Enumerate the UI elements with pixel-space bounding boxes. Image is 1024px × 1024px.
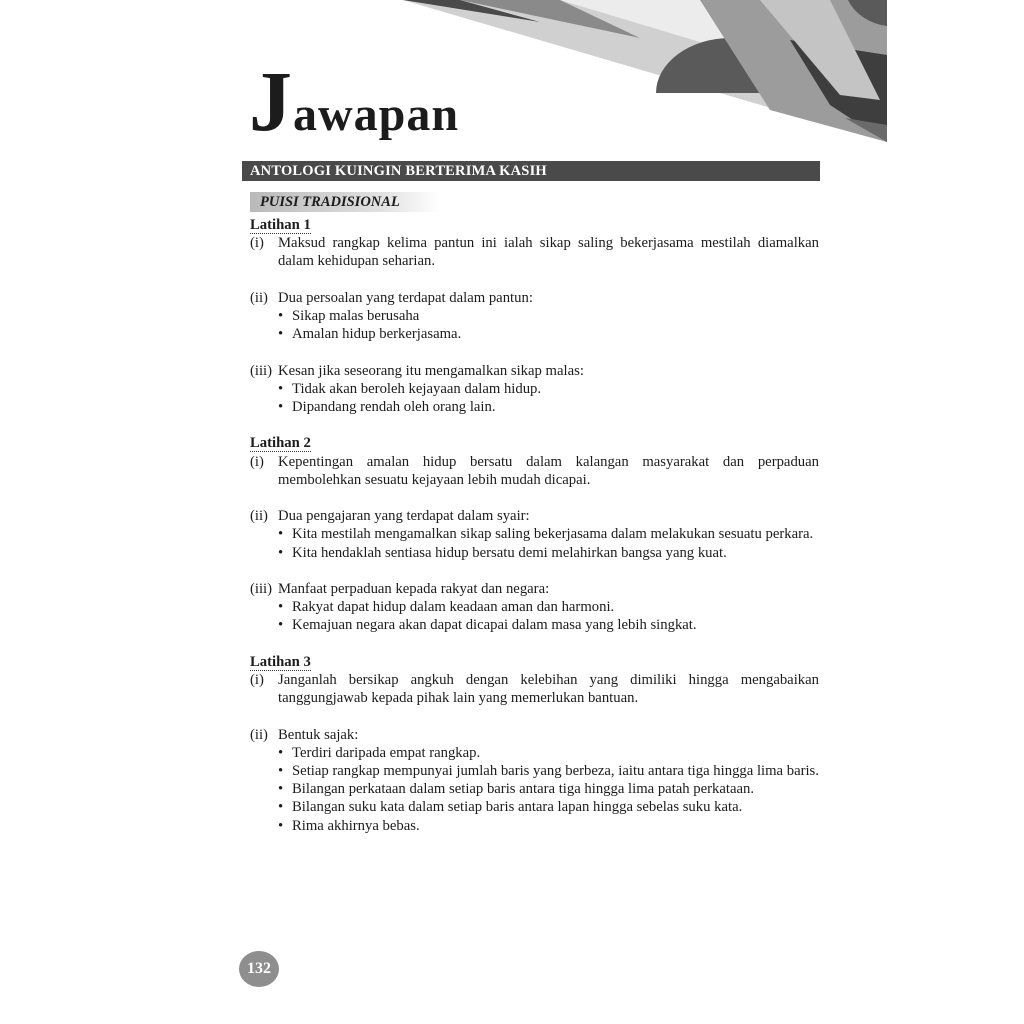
answer-item	[250, 726, 819, 744]
item-number: (i)	[250, 453, 264, 470]
item-text: Kepentingan amalan hidup bersatu dalam kalangan masyarakat dan perpaduan membolehkan sesuatu kejayaan lebih mudah dicapai.	[278, 453, 819, 488]
answer-item	[250, 453, 819, 489]
bullet-item: • Rakyat dapat hidup dalam keadaan aman dan harmoni.	[278, 599, 615, 616]
item-text: Bentuk sajak:	[278, 726, 359, 743]
latihan-1	[250, 216, 819, 416]
item-number: (ii)	[250, 726, 268, 743]
latihan-label: Latihan 1	[250, 217, 311, 233]
bullet-item: • Dipandang rendah oleh orang lain.	[278, 399, 496, 415]
bullet-list	[250, 525, 819, 561]
bullet-item: • Kita hendaklah sentiasa hidup bersatu demi melahirkan bangsa yang kuat.	[278, 544, 727, 561]
item-text: Manfaat perpaduan kepada rakyat dan negara:	[278, 580, 550, 597]
bullet-item: • Tidak akan beroleh kejayaan dalam hidup.	[278, 380, 542, 397]
item-number: (ii)	[250, 508, 268, 525]
latihan-label: Latihan 2	[250, 435, 311, 452]
latihan-2	[250, 434, 819, 634]
bullet-item: • Bilangan suku kata dalam setiap baris antara lapan hingga sebelas suku kata.	[278, 799, 743, 816]
section-heading: ANTOLOGI KUINGIN BERTERIMA KASIH	[242, 161, 820, 181]
bullet-item: • Sikap malas berusaha	[278, 308, 420, 324]
page-title	[249, 53, 460, 149]
answer-item	[250, 507, 819, 525]
latihan-label: Latihan 3	[250, 653, 311, 670]
item-text: Maksud rangkap kelima pantun ini ialah sikap saling bekerjasama mestilah diamalkan dalam kehidupan seharian.	[278, 235, 819, 270]
bullet-list	[250, 744, 819, 835]
bullet-list	[250, 380, 819, 416]
bullet-item: • Amalan hidup berkerjasama.	[278, 326, 462, 343]
bullet-item: • Kita mestilah mengamalkan sikap saling bekerjasama dalam melakukan sesuatu perkara.	[278, 526, 814, 543]
answer-item	[250, 234, 819, 270]
answer-item	[250, 362, 819, 380]
item-text: Janganlah bersikap angkuh dengan kelebihan yang dimiliki hingga mengabaikan tanggungjawab kepada pihak lain yang memerlukan bantuan.	[278, 671, 819, 707]
item-number: (i)	[250, 671, 264, 688]
item-text: Dua persoalan yang terdapat dalam pantun:	[278, 289, 533, 306]
title-rest: awapan	[293, 88, 460, 141]
bullet-item: • Setiap rangkap mempunyai jumlah baris yang berbeza, iaitu antara tiga hingga lima baris.	[278, 762, 819, 779]
answer-item	[250, 580, 819, 598]
title-initial: J	[249, 53, 293, 149]
page-number-badge: 132	[239, 951, 279, 987]
header-decoration	[0, 0, 1024, 160]
item-number: (iii)	[250, 362, 273, 379]
bullet-item: • Bilangan perkataan dalam setiap baris antara tiga hingga lima patah perkataan.	[278, 781, 755, 798]
item-number: (iii)	[250, 580, 273, 597]
answer-item	[250, 289, 819, 307]
bullet-item: • Terdiri daripada empat rangkap.	[278, 744, 481, 761]
answer-content	[250, 216, 819, 835]
bullet-list	[250, 598, 819, 634]
item-number: (i)	[250, 235, 264, 252]
answer-item	[250, 671, 819, 707]
sub-heading: PUISI TRADISIONAL	[250, 192, 440, 212]
bullet-item: • Rima akhirnya bebas.	[278, 817, 420, 834]
item-text: Dua pengajaran yang terdapat dalam syair:	[278, 508, 530, 525]
bullet-item: • Kemajuan negara akan dapat dicapai dalam masa yang lebih singkat.	[278, 617, 697, 634]
latihan-3	[250, 653, 819, 835]
item-number: (ii)	[250, 289, 268, 306]
item-text: Kesan jika seseorang itu mengamalkan sikap malas:	[278, 362, 584, 379]
bullet-list	[250, 307, 819, 343]
